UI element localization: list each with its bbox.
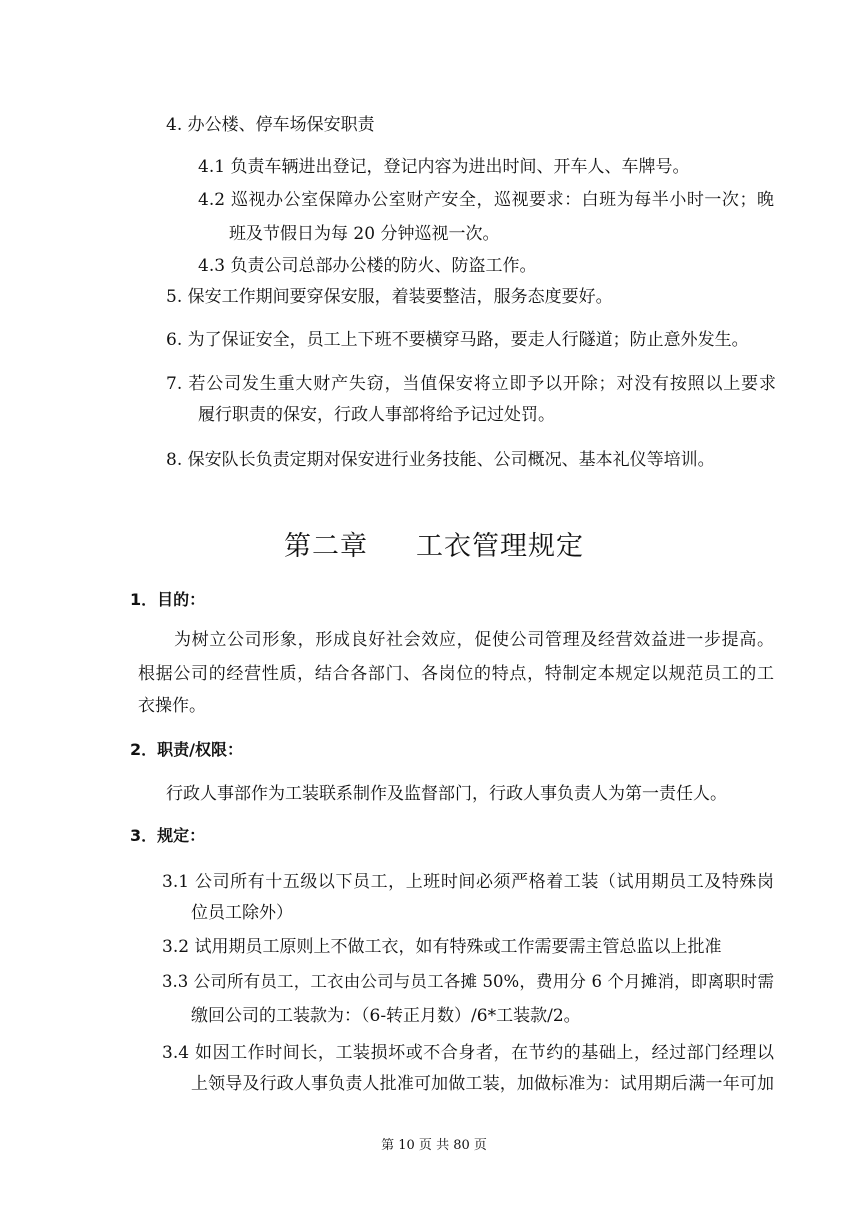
section-1-para-line3: 衣操作。 <box>138 696 206 716</box>
rule-3-4-line2: 上领导及行政人事负责人批准可加做工装，加做标准为：试用期后满一年可加 <box>191 1074 774 1094</box>
item-4-1: 4.1 负责车辆进出登记，登记内容为进出时间、开车人、车牌号。 <box>198 157 690 177</box>
page-footer: 第 10 页 共 80 页 <box>381 1138 487 1153</box>
item-7-line2: 履行职责的保安，行政人事部将给予记过处罚。 <box>198 405 555 425</box>
item-4-2-line1: 4.2 巡视办公室保障办公室财产安全，巡视要求：白班为每半小时一次；晚 <box>198 190 774 210</box>
item-6: 6. 为了保证安全，员工上下班不要横穿马路，要走人行隧道；防止意外发生。 <box>166 330 749 350</box>
item-8: 8. 保安队长负责定期对保安进行业务技能、公司概况、基本礼仪等培训。 <box>166 450 715 470</box>
section-2-para: 行政人事部作为工装联系制作及监督部门，行政人事负责人为第一责任人。 <box>166 784 727 804</box>
rule-3-4-line1: 3.4 如因工作时间长，工装损坏或不合身者，在节约的基础上，经过部门经理以 <box>162 1043 774 1063</box>
chapter-heading: 第二章 工衣管理规定 <box>284 531 584 562</box>
section-1-para-line2: 根据公司的经营性质，结合各部门、各岗位的特点，特制定本规定以规范员工的工 <box>138 664 774 684</box>
rule-3-3-line2: 缴回公司的工装款为：（6-转正月数）/6*工装款/2。 <box>191 1006 581 1026</box>
section-1-title: 1．目的： <box>130 590 206 609</box>
section-3-title: 3．规定： <box>130 826 206 845</box>
section-2-title: 2．职责/权限： <box>130 740 243 759</box>
rule-3-3-line1: 3.3 公司所有员工，工衣由公司与员工各摊 50%，费用分 6 个月摊消，即离职时需 <box>162 972 774 991</box>
item-4-title: 4. 办公楼、停车场保安职责 <box>166 115 375 135</box>
rule-3-1-line2: 位员工除外） <box>191 903 293 923</box>
item-5: 5. 保安工作期间要穿保安服，着装要整洁，服务态度要好。 <box>166 287 613 307</box>
item-4-2-line2: 班及节假日为每 20 分钟巡视一次。 <box>229 224 500 244</box>
section-1-para-line1: 为树立公司形象，形成良好社会效应，促使公司管理及经营效益进一步提高。 <box>174 630 774 650</box>
item-4-3: 4.3 负责公司总部办公楼的防火、防盗工作。 <box>198 256 537 276</box>
item-7-line1: 7. 若公司发生重大财产失窃，当值保安将立即予以开除；对没有按照以上要求 <box>166 374 776 394</box>
rule-3-1-line1: 3.1 公司所有十五级以下员工，上班时间必须严格着工装（试用期员工及特殊岗 <box>162 872 774 892</box>
rule-3-2: 3.2 试用期员工原则上不做工衣，如有特殊或工作需要需主管总监以上批准 <box>162 937 722 957</box>
